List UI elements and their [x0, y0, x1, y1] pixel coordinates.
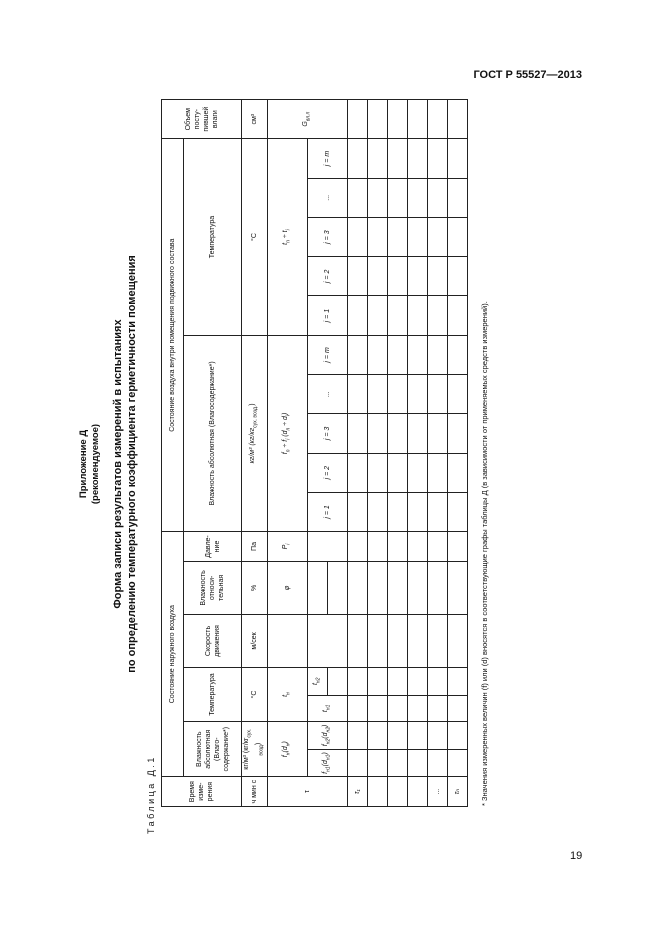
col-speed-header: Скорость движения — [184, 614, 242, 667]
table-row — [427, 100, 447, 807]
page-number: 19 — [570, 850, 583, 862]
col-inner-abs-humidity-header: Влажность абсолютная (Влагосодержание*) — [184, 335, 242, 531]
form-title-line1: Форма записи результатов измерений в испытаниях — [112, 319, 124, 609]
col-rel-humidity-header: Влажность относи-тельная — [184, 561, 242, 614]
j-label-h5: j = m — [307, 335, 347, 374]
j-label-t5: j = m — [307, 139, 347, 178]
cell-f2: $f_{н2}(d_{н2})$ — [307, 722, 347, 750]
cell-f1: $f_{н1}(d_{н1})$ — [307, 749, 347, 777]
symbol-speed — [267, 614, 307, 667]
row-label — [367, 777, 387, 807]
table-row — [347, 100, 367, 807]
row-label: ... — [427, 777, 447, 807]
unit-volume: см³ — [242, 100, 268, 139]
row-label: τₙ — [447, 777, 467, 807]
j-label-h4: ... — [307, 375, 347, 414]
col-time-header: Время изме-рения — [162, 777, 242, 807]
cell-phi-2 — [327, 561, 347, 614]
cell-t1: $t_{н1}$ — [307, 695, 347, 722]
j-label-h3: j = 3 — [307, 414, 347, 453]
cell-t2: $t_{н2}$ — [307, 667, 327, 695]
form-title-line2: по определению температурного коэффициента герметичности помещения — [126, 255, 138, 673]
symbol-inner-humidity: $f_n \div f_i$ $(d_n \div d_i)$ — [267, 335, 307, 531]
appendix-note: (рекомендуемое) — [90, 423, 101, 505]
unit-rel-humidity: % — [242, 561, 268, 614]
symbol-pressure: $P_i$ — [267, 532, 307, 562]
j-label-h2: j = 2 — [307, 453, 347, 492]
table-row — [367, 100, 387, 807]
unit-abs-humidity: кг/м³ $(кг/кг_{сух. возд})$ — [242, 722, 268, 777]
j-label-t2: j = 2 — [307, 257, 347, 296]
table-row — [447, 100, 467, 807]
row-label — [387, 777, 407, 807]
j-label-h1: j = 1 — [307, 492, 347, 531]
row-label — [407, 777, 427, 807]
row-label: τ₁ — [347, 777, 367, 807]
col-pressure-header: Давле-ние — [184, 532, 242, 562]
cell-pressure — [307, 532, 347, 562]
cell-phi-1 — [307, 561, 327, 614]
cell-speed — [307, 614, 347, 667]
measurement-table — [161, 99, 468, 807]
cell-t2-b — [327, 667, 347, 695]
table-row — [387, 100, 407, 807]
outer-air-group-header: Состояние наружного воздуха — [162, 532, 184, 777]
document-code: ГОСТ Р 55527—2013 — [473, 69, 582, 81]
j-label-t4: ... — [307, 178, 347, 217]
table-caption: Таблица Д.1 — [146, 755, 156, 834]
col-abs-humidity-header: Влажность абсолютная (Влаго-содержание*) — [184, 722, 242, 777]
inner-air-group-header: Состояние воздуха внутри помещения подвижного состава — [162, 139, 184, 532]
unit-time: ч мин с — [242, 777, 268, 807]
j-label-t1: j = 1 — [307, 296, 347, 335]
unit-temperature: °С — [242, 667, 268, 721]
appendix-title: Приложение Д — [78, 429, 89, 499]
symbol-tau: τ — [267, 777, 347, 807]
unit-inner-abs-humidity: кг/м³ $(кг/кг_{сух. возд.})$ — [242, 335, 268, 531]
footnote: * Значения измеренных величин (f) или (d) вносятся в соответствующие графы таблицы Д (в зависимости от применяемых средств измерений). — [480, 301, 489, 806]
table-row — [407, 100, 427, 807]
rotated-page-content — [78, 78, 623, 850]
symbol-temperature: $t_н$ — [267, 667, 307, 721]
col-volume-header: Объем посту-пившей влаги — [162, 100, 242, 139]
unit-inner-temperature: °С — [242, 139, 268, 335]
symbol-volume: $G_{вл.п}$ — [267, 100, 347, 139]
symbol-phi: φ — [267, 561, 307, 614]
symbol-abs-humidity: $f_н(d_н)$ — [267, 722, 307, 777]
unit-pressure: Па — [242, 532, 268, 562]
symbol-inner-temperature: $t_n \div t_i$ — [267, 139, 307, 335]
col-inner-temperature-header: Температура — [184, 139, 242, 335]
j-label-t3: j = 3 — [307, 217, 347, 256]
unit-speed: м/сек — [242, 614, 268, 667]
col-temperature-header: Температура — [184, 667, 242, 721]
